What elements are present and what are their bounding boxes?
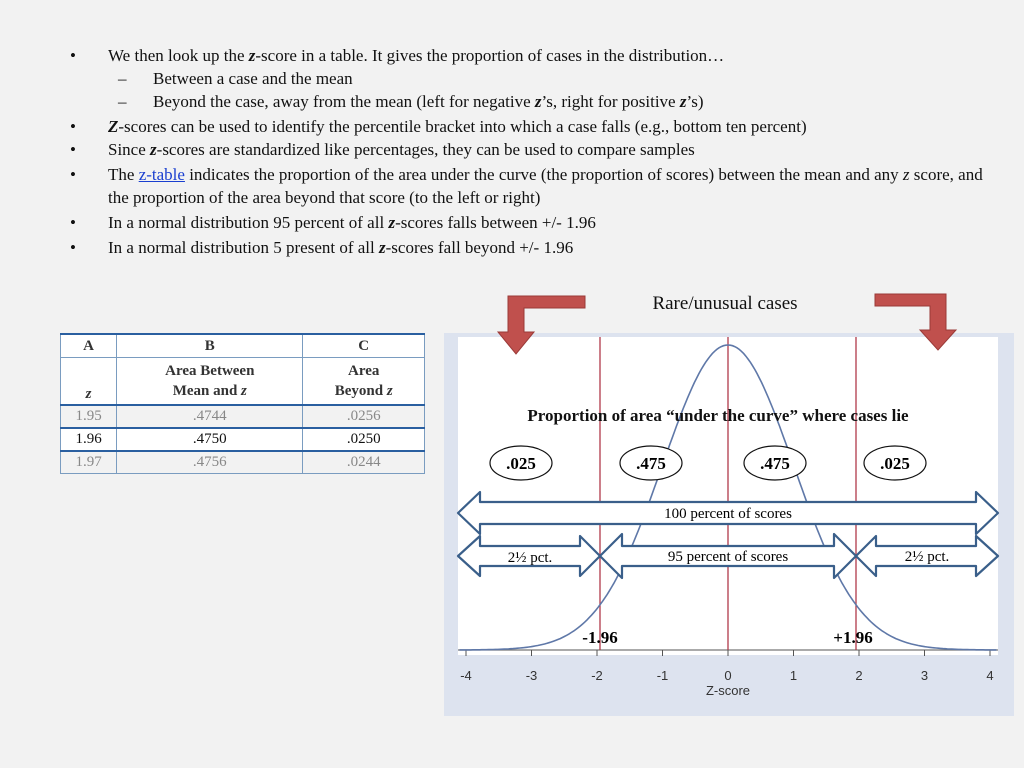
x-axis-label: Z-score (705, 683, 751, 698)
col-letter-c: C (303, 334, 425, 358)
arrow-right-tail-label: 2½ pct. (904, 549, 950, 565)
arrow-left-tail-label: 2½ pct. (507, 550, 553, 566)
col-letter-a: A (61, 334, 117, 358)
cell-between: .4750 (117, 428, 303, 451)
cell-beyond: .0244 (303, 451, 425, 474)
cell-beyond: .0256 (303, 405, 425, 428)
x-tick-label: 3 (920, 668, 929, 683)
rare-cases-label: Rare/unusual cases (652, 293, 798, 314)
col-head-z: z (61, 358, 117, 406)
cutoff-negative-label: -1.96 (582, 628, 618, 647)
x-tick-label: -1 (656, 668, 669, 683)
bullet-5-percent: • In a normal distribution 5 present of all z-scores fall beyond +/- 1.96 (70, 236, 1000, 259)
bullet-95-percent: • In a normal distribution 95 percent of all z-scores falls between +/- 1.96 (70, 211, 1000, 234)
z-table-link[interactable]: z-table (138, 165, 185, 184)
col-head-beyond: Area Beyond z (303, 358, 425, 406)
cell-between: .4744 (117, 405, 303, 428)
bullet-percentile: • Z-scores can be used to identify the percentile bracket into which a case falls (e.g., bottom ten percent) (70, 115, 1000, 138)
oval-left-center-label: .475 (636, 454, 666, 473)
x-tick-label: 4 (986, 668, 994, 683)
oval-left-tail-label: .025 (506, 454, 536, 473)
x-tick-label: 0 (724, 668, 732, 683)
arrow-95-percent-label: 95 percent of scores (667, 549, 789, 565)
cell-z: 1.97 (61, 451, 117, 474)
cell-z: 1.95 (61, 405, 117, 428)
sub-bullet-beyond: – Beyond the case, away from the mean (left for negative z’s, right for positive z’s) (70, 90, 1000, 113)
x-tick-label: -4 (460, 668, 472, 683)
area-caption: Proportion of area “under the curve” where cases lie (527, 406, 909, 425)
bullet-ztable: • The z-table indicates the proportion of the area under the curve (the proportion of scores) between the mean and any z score, and the proportion of the area beyond that score (to the left or right) (70, 163, 1000, 209)
cell-beyond: .0250 (303, 428, 425, 451)
oval-right-center-label: .475 (760, 454, 790, 473)
cutoff-positive-label: +1.96 (833, 628, 873, 647)
oval-right-tail-label: .025 (880, 454, 910, 473)
col-letter-b: B (117, 334, 303, 358)
bullet-standardized: • Since z-scores are standardized like percentages, they can be used to compare samples (70, 138, 1000, 161)
x-tick-label: -2 (591, 668, 603, 683)
cell-z: 1.96 (61, 428, 117, 451)
bullet-lookup: • We then look up the z-score in a table. It gives the proportion of cases in the distribution… (70, 44, 1000, 67)
x-tick-label: 1 (789, 668, 798, 683)
x-tick-label: -3 (525, 668, 538, 683)
cell-between: .4756 (117, 451, 303, 474)
col-head-between: Area Between Mean and z (117, 358, 303, 406)
x-tick-label: 2 (855, 668, 863, 683)
sub-bullet-between: – Between a case and the mean (70, 67, 1000, 90)
arrow-100-percent-label: 100 percent of scores (664, 506, 792, 522)
